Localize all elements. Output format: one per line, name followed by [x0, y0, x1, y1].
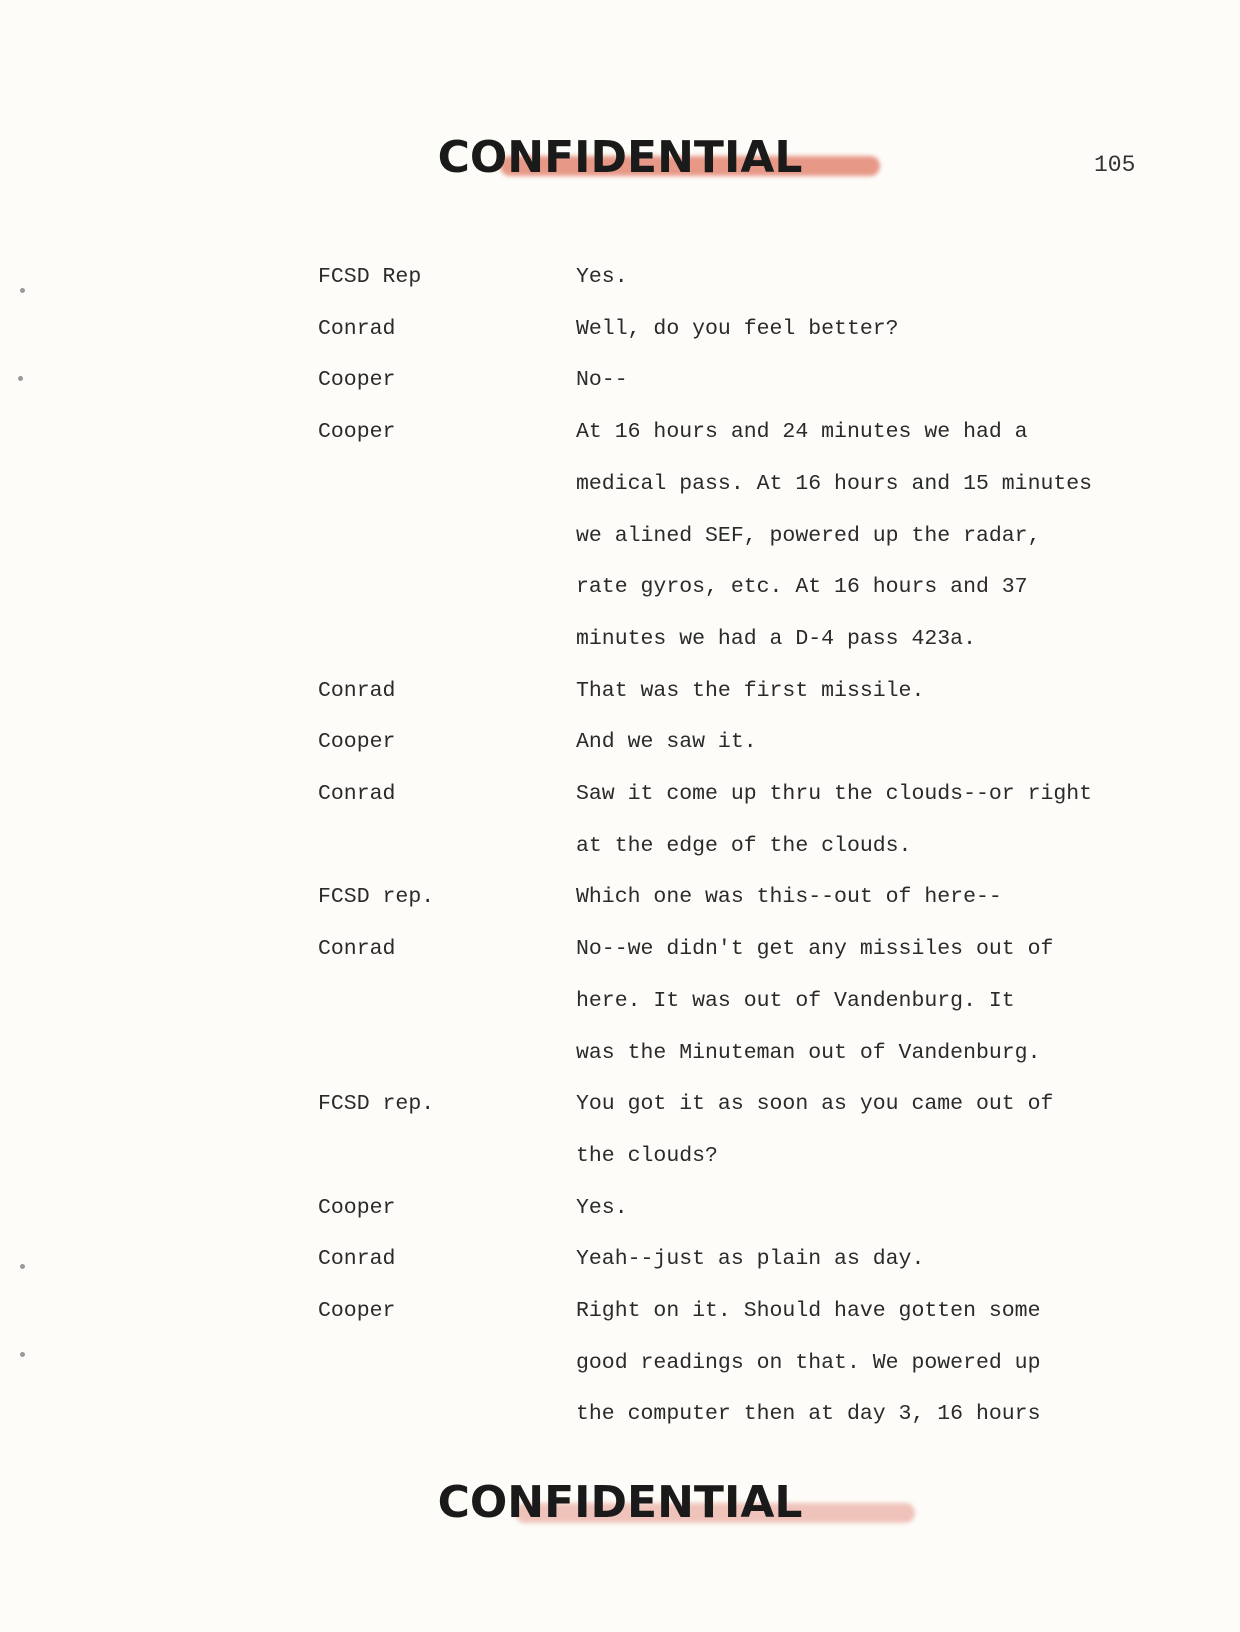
transcript-line: good readings on that. We powered up: [576, 1350, 1041, 1375]
transcript-line: medical pass. At 16 hours and 15 minutes: [576, 471, 1093, 496]
transcript-line: At 16 hours and 24 minutes we had a: [576, 420, 1028, 445]
transcript-line: No--we didn't get any missiles out of: [576, 937, 1054, 962]
speaker-name: Cooper: [318, 1299, 396, 1323]
transcript-line: Well, do you feel better?: [576, 316, 899, 341]
speaker-name: Cooper: [318, 1195, 396, 1220]
speaker-name: Conrad: [318, 1247, 396, 1272]
speaker-name: Conrad: [318, 782, 396, 806]
transcript-line: And we saw it.: [576, 730, 757, 755]
speaker-name: Conrad: [318, 316, 396, 341]
transcript-line: You got it as soon as you came out of: [576, 1092, 1054, 1117]
speaker-name: Cooper: [318, 420, 396, 445]
transcript-line: Yes.: [576, 1195, 628, 1220]
stamp-text: CONFIDENTIAL: [437, 1477, 803, 1528]
stamp-text: CONFIDENTIAL: [437, 132, 803, 183]
speaker-name: Cooper: [318, 368, 396, 393]
transcript-line: Yes.: [576, 265, 628, 289]
speaker-name: Cooper: [318, 730, 396, 755]
transcript-line: No--: [576, 368, 628, 393]
confidential-stamp-top: [0, 132, 1240, 183]
transcript-line: the computer then at day 3, 16 hours: [576, 1402, 1041, 1427]
margin-speck: [20, 1352, 25, 1357]
transcript-line: Right on it. Should have gotten some: [576, 1299, 1041, 1323]
transcript-line: the clouds?: [576, 1143, 718, 1168]
transcript-line: Saw it come up thru the clouds--or right: [576, 782, 1093, 806]
speaker-name: FCSD rep.: [318, 1092, 435, 1117]
transcript-line: at the edge of the clouds.: [576, 833, 912, 858]
margin-speck: [18, 376, 23, 381]
speaker-name: FCSD rep.: [318, 885, 435, 910]
transcript-line: we alined SEF, powered up the radar,: [576, 523, 1041, 548]
confidential-stamp-bottom: [0, 1477, 1240, 1528]
transcript-line: Which one was this--out of here--: [576, 885, 1002, 910]
transcript-line: minutes we had a D-4 pass 423a.: [576, 626, 976, 651]
margin-speck: [20, 1264, 25, 1269]
transcript-line: That was the first missile.: [576, 678, 925, 703]
speaker-name: Conrad: [318, 678, 396, 703]
page-number: 105: [1094, 152, 1136, 178]
speaker-name: FCSD Rep: [318, 265, 422, 289]
transcript-line: was the Minuteman out of Vandenburg.: [576, 1040, 1041, 1065]
transcript-line: here. It was out of Vandenburg. It: [576, 988, 1015, 1013]
transcript-line: Yeah--just as plain as day.: [576, 1247, 925, 1272]
transcript-line: rate gyros, etc. At 16 hours and 37: [576, 575, 1028, 600]
margin-speck: [20, 288, 25, 293]
speaker-name: Conrad: [318, 937, 396, 962]
